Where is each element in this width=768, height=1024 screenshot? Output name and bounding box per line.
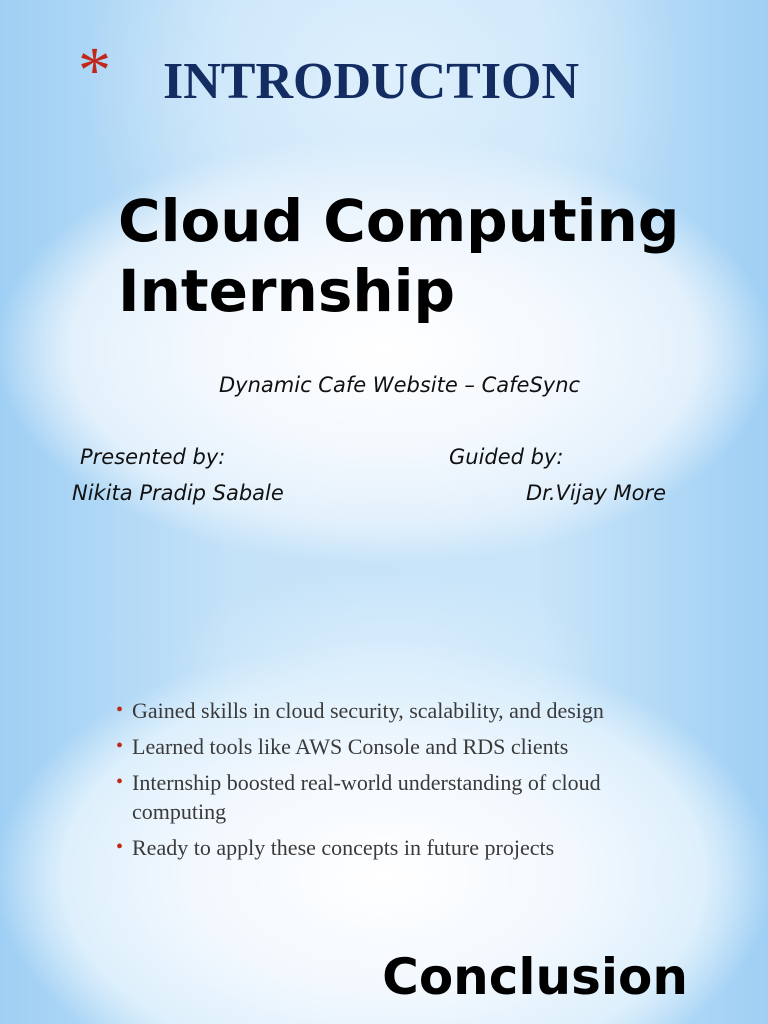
list-item [116, 696, 646, 725]
guide-name: Dr.Vijay More [526, 481, 667, 505]
presented-by-label: Presented by: [80, 445, 226, 469]
bullet-icon: • [116, 699, 124, 721]
bullet-icon: • [116, 836, 124, 858]
list-item [116, 768, 646, 826]
conclusion-title: Conclusion [382, 948, 688, 1006]
bullet-text: Gained skills in cloud security, scalability, and design [132, 698, 604, 723]
list-item [116, 833, 646, 862]
list-item [116, 732, 646, 761]
asterisk-icon: * [78, 34, 111, 107]
bullet-text: Internship boosted real-world understanding of cloud computing [132, 770, 601, 824]
guided-by-label: Guided by: [449, 445, 564, 469]
bullet-icon: • [116, 771, 124, 793]
bullet-icon: • [116, 735, 124, 757]
presentation-title: Cloud Computing Internship [118, 187, 680, 325]
slide-conclusion [0, 576, 768, 1024]
slide-heading: INTRODUCTION [163, 53, 580, 110]
bullet-text: Ready to apply these concepts in future projects [132, 835, 555, 860]
bullet-text: Learned tools like AWS Console and RDS clients [132, 734, 569, 759]
presentation-subtitle: Dynamic Cafe Website – CafeSync [219, 373, 581, 397]
bullet-list [116, 696, 646, 869]
presenter-name: Nikita Pradip Sabale [72, 481, 284, 505]
